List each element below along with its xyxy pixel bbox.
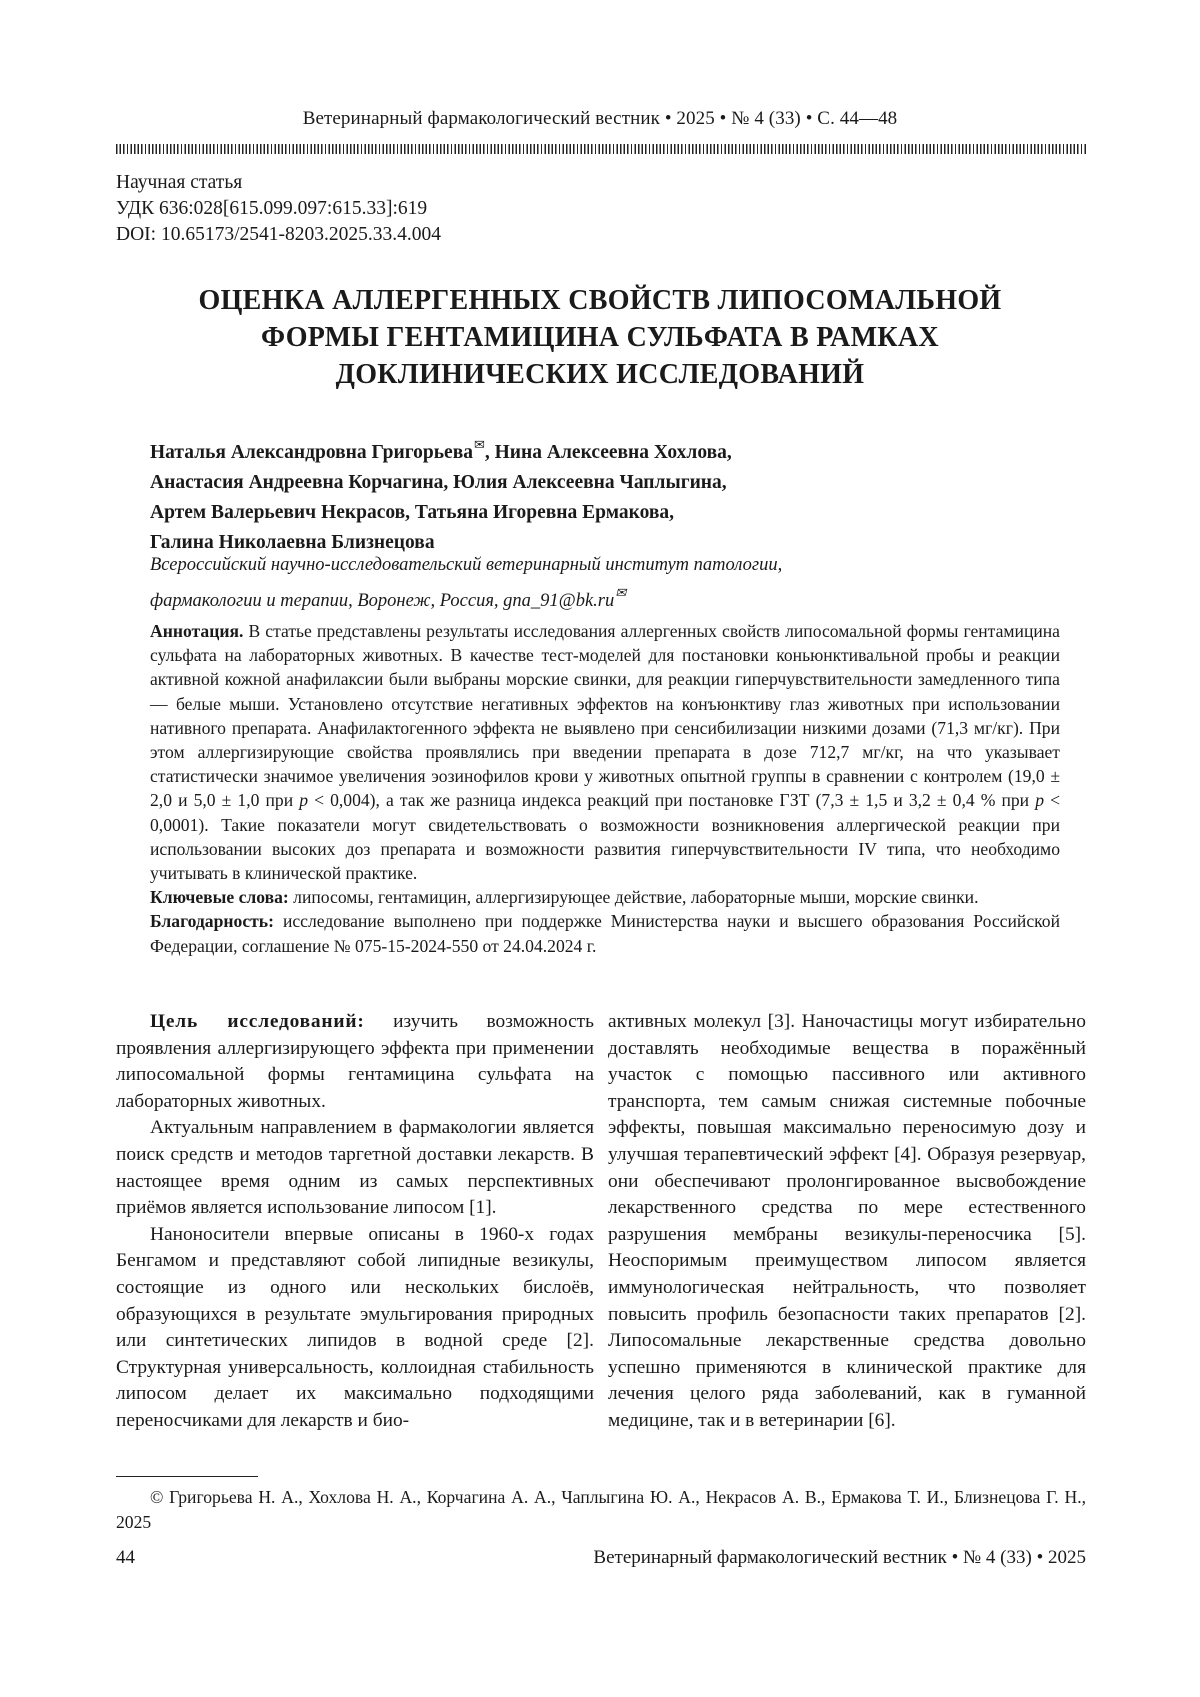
aim-label: Цель исследований: — [150, 1011, 365, 1032]
doi[interactable]: DOI: 10.65173/2541-8203.2025.33.4.004 — [116, 224, 441, 245]
author-line — [150, 430, 732, 468]
page-number: 44 — [116, 1547, 135, 1568]
copyright-footnote — [116, 1485, 1086, 1535]
title-line: ДОКЛИНИЧЕСКИХ ИССЛЕДОВАНИЙ — [335, 359, 865, 390]
abstract-block — [150, 619, 1060, 958]
journal-footer: Ветеринарный фармакологический вестник • № 4 (33) • 2025 — [593, 1547, 1086, 1568]
title-line: ФОРМЫ ГЕНТАМИЦИНА СУЛЬФАТА В РАМКАХ — [261, 322, 939, 353]
body-column-right — [608, 1009, 1086, 1435]
author-names: , Нина Алексеевна Хохлова, — [484, 442, 732, 463]
author-line: Анастасия Андреевна Корчагина, Юлия Алексеевна Чаплыгина, — [150, 472, 727, 493]
corresponding-author: Наталья Александровна Григорьева — [150, 442, 473, 463]
body-paragraph: Актуальным направлением в фармакологии является поиск средств и методов таргетной доставки лекарств. В настоящее время одним из самых перспективных приёмов является использование липосом [1]. — [116, 1117, 594, 1219]
body-paragraph: Наноносители впервые описаны в 1960-х годах Бенгамом и представляют собой липидные везикулы, состоящие из одного или нескольких бислоёв, образующихся в результате эмульгирования природных или синтетических липидов в водной среде [2]. Структурная универсальность, коллоидная стабильность липосом делает их максимально подходящими переносчиками для лекарств и био- — [116, 1223, 594, 1431]
body-paragraph — [116, 1009, 594, 1115]
aim-text: изучить возможность проявления аллергизирующего эффекта при применении липосомальной формы гентамицина сульфата на лабораторных животных. — [116, 1011, 594, 1112]
p-symbol: p — [1035, 790, 1044, 811]
abstract-text: < 0,0001). Такие показатели могут свидетельствовать о возможности возникновения аллергической реакции при использовании высоких доз препарата и возможности развития гиперчувствительности IV типа, что необходимо учитывать в клинической практике. — [150, 790, 1060, 884]
abstract-text: < 0,004), а так же разница индекса реакций при постановке ГЗТ (7,3 ± 1,5 и 3,2 ± 0,4 % при — [308, 790, 1036, 811]
footnote-text: © Григорьева Н. А., Хохлова Н. А., Корчагина А. А., Чаплыгина Ю. А., Некрасов А. В., Ермакова Т. И., Близнецова Г. Н., 2025 — [116, 1487, 1086, 1532]
body-column-left — [116, 1009, 594, 1435]
article-meta — [116, 170, 441, 248]
title-line: ОЦЕНКА АЛЛЕРГЕННЫХ СВОЙСТВ ЛИПОСОМАЛЬНОЙ — [198, 285, 1002, 316]
envelope-icon: ✉ — [615, 585, 627, 600]
acknowledgment — [150, 909, 1060, 957]
affiliation-email[interactable]: фармакологии и терапии, Воронеж, Россия, gna_91@bk.ru — [150, 591, 615, 611]
authors — [150, 430, 732, 558]
p-symbol: p — [299, 790, 308, 811]
header-rule — [116, 144, 1086, 154]
abstract-label: Аннотация. — [150, 621, 244, 641]
udc-code: УДК 636:028[615.099.097:615.33]:619 — [116, 198, 428, 219]
author-line: Артем Валерьевич Некрасов, Татьяна Игоревна Ермакова, — [150, 502, 674, 523]
affiliation-line: Всероссийский научно-исследовательский ветеринарный институт патологии, — [150, 555, 783, 575]
affiliation-line — [150, 579, 782, 615]
running-head: Ветеринарный фармакологический вестник • 2025 • № 4 (33) • С. 44—48 — [302, 108, 898, 129]
article-type: Научная статья — [116, 172, 243, 193]
article-title — [0, 282, 1200, 393]
footnote-rule — [116, 1476, 258, 1477]
body-paragraph: активных молекул [3]. Наночастицы могут избирательно доставлять необходимые вещества в поражённый участок с помощью пассивного или активного транспорта, тем самым снижая системные побочные эффекты, повышая максимально переносимую дозу и улучшая терапевтический эффект [4]. Образуя резервуар, они обеспечивают пролонгированное высвобождение лекарственного средства по мере естественного разрушения мембраны везикулы-переносчика [5]. Неоспоримым преимуществом липосом является иммунологическая нейтральность, что позволяет повысить профиль безопасности таких препаратов [2]. Липосомальные лекарственные средства довольно успешно применяются в клинической практике для лечения целого ряда заболеваний, как в гуманной медицине, так и в ветеринарии [6]. — [608, 1011, 1086, 1431]
abstract — [150, 619, 1060, 885]
envelope-icon[interactable]: ✉ — [473, 437, 485, 452]
affiliation — [150, 552, 782, 615]
abstract-text: В статье представлены результаты исследования аллергенных свойств липосомальной формы гентамицина сульфата на лабораторных животных. В качестве тест-моделей для постановки коньюнктивальной пробы и реакции активной кожной анафилаксии были выбраны морские свинки, для реакции гиперчувствительности замедленного типа — белые мыши. Установлено отсутствие негативных эффектов на конъюнктиву глаз животных при использовании нативного препарата. Анафилактогенного эффекта не выявлено при сенсибилизации низкими дозами (71,3 мг/кг). При этом аллергизирующие свойства проявлялись при введении препарата в дозе 712,7 мг/кг, на что указывает статистически значимое увеличения эозинофилов крови у животных опытной группы в сравнении с контролем (19,0 ± 2,0 и 5,0 ± 1,0 при — [150, 621, 1060, 811]
keywords — [150, 885, 1060, 909]
keywords-label: Ключевые слова: — [150, 887, 289, 908]
author-line: Галина Николаевна Близнецова — [150, 532, 435, 553]
acknowledgment-label: Благодарность: — [150, 911, 274, 932]
acknowledgment-text: исследование выполнено при поддержке Министерства науки и высшего образования Российской Федерации, соглашение № 075-15-2024-550 от 24.04.2024 г. — [150, 911, 1060, 956]
keywords-text: липосомы, гентамицин, аллергизирующее действие, лабораторные мыши, морские свинки. — [288, 887, 979, 908]
